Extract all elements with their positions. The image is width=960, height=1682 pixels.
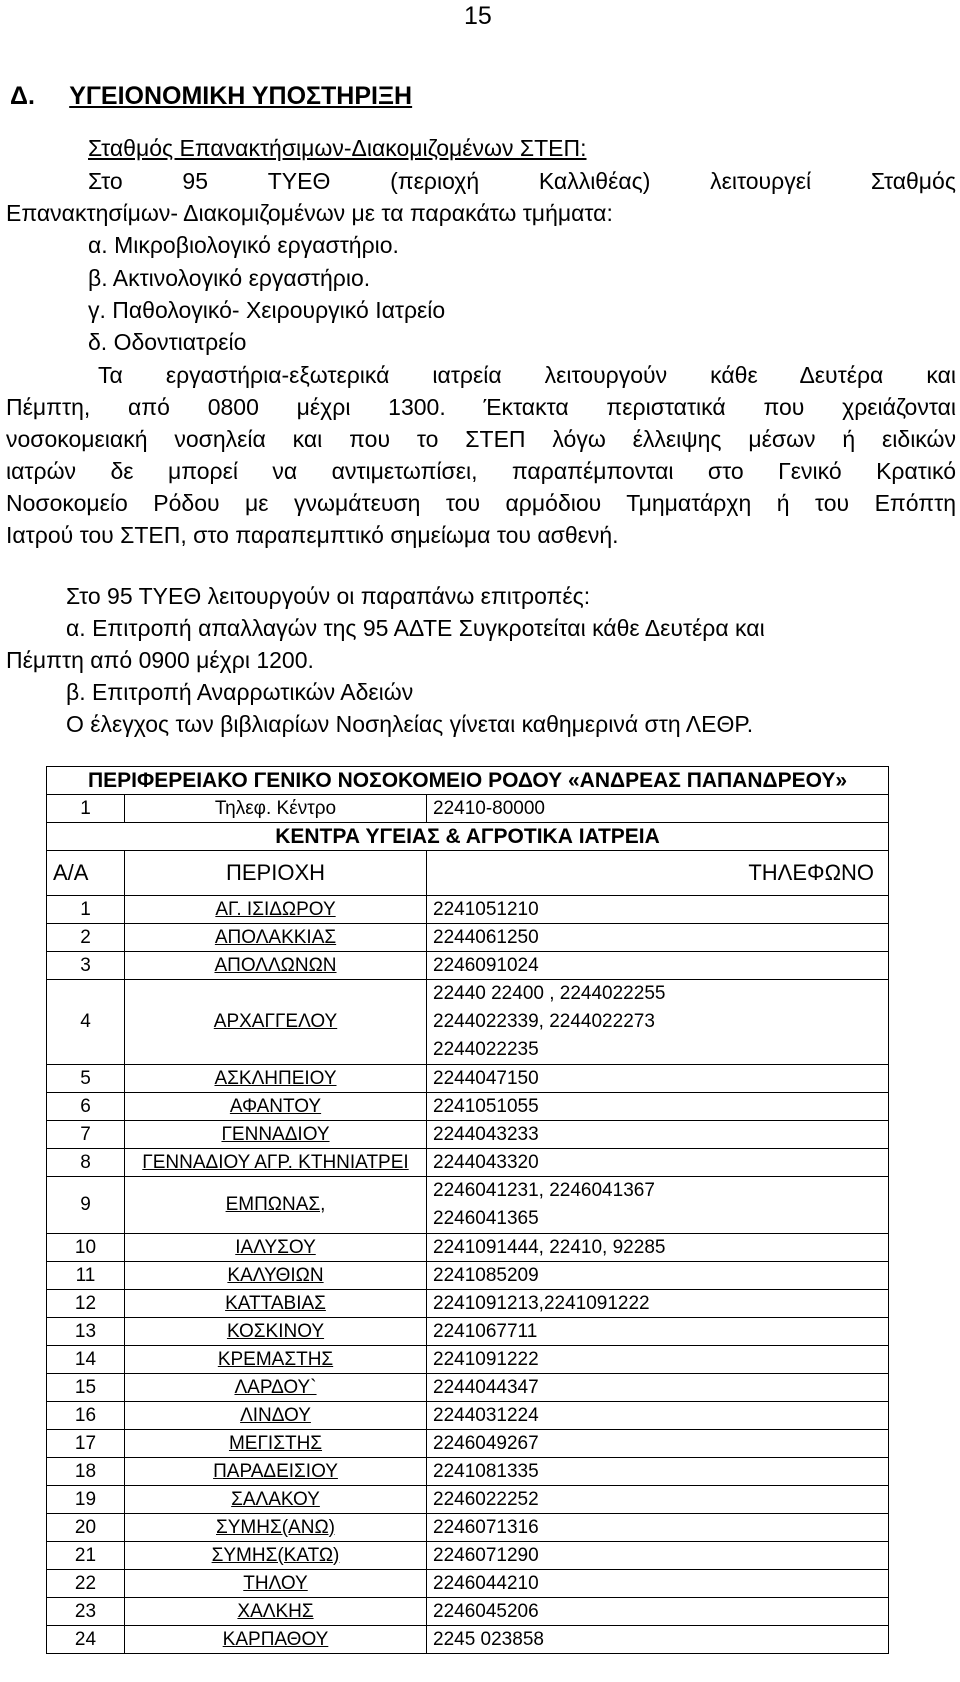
row-aa: 8 xyxy=(47,1149,125,1177)
row-area: ΚΟΣΚΙΝΟΥ xyxy=(125,1318,427,1346)
row-aa: 22 xyxy=(47,1570,125,1598)
row-area: ΛΑΡΔΟΥ` xyxy=(125,1374,427,1402)
row-area: ΧΑΛΚΗΣ xyxy=(125,1598,427,1626)
row-area: ΚΑΤΤΑΒΙΑΣ xyxy=(125,1290,427,1318)
table-row xyxy=(47,1262,889,1290)
hospital-title: ΠΕΡΙΦΕΡΕΙΑΚΟ ΓΕΝΙΚΟ ΝΟΣΟΚΟΜΕΙΟ ΡΟΔΟΥ «ΑΝΔΡΕΑΣ ΠΑΠΑΝΔΡΕΟΥ» xyxy=(47,767,889,795)
row-area: ΑΠΟΛΛΩΝΩΝ xyxy=(125,952,427,980)
committee-a-line2: Πέμπτη από 0900 μέχρι 1200. xyxy=(6,647,314,673)
header-aa: Α/Α xyxy=(47,851,125,896)
row-area: ΓΕΝΝΑΔΙΟΥ ΑΓΡ. ΚΤΗΝΙΑΤΡΕΙ xyxy=(125,1149,427,1177)
department-item: α. Μικροβιολογικό εργαστήριο. xyxy=(88,232,399,258)
table-row xyxy=(47,1093,889,1121)
table-row xyxy=(47,1402,889,1430)
table-row xyxy=(47,1177,889,1234)
phone-line: 2246041231, 2246041367 xyxy=(433,1180,655,1201)
row-phone: 2241081335 xyxy=(427,1458,889,1486)
table-row xyxy=(47,1290,889,1318)
section-letter: Δ. xyxy=(10,82,35,110)
row-area: ΑΡΧΑΓΓΕΛΟΥ xyxy=(125,980,427,1065)
table-row xyxy=(47,1626,889,1654)
table-row xyxy=(47,1598,889,1626)
row-area: ΤΗΛΟΥ xyxy=(125,1570,427,1598)
row-phone: 2244043233 xyxy=(427,1121,889,1149)
row-aa: 16 xyxy=(47,1402,125,1430)
row-aa: 11 xyxy=(47,1262,125,1290)
row-area: ΚΡΕΜΑΣΤΗΣ xyxy=(125,1346,427,1374)
intro-word: 95 xyxy=(182,168,208,194)
paragraph-line: Νοσοκομείο Ρόδου με γνωμάτευση του αρμόδιου Τμηματάρχη ή του Επόπτη xyxy=(6,490,956,516)
header-area: ΠΕΡΙΟΧΗ xyxy=(125,851,427,896)
intro-word: Σταθμός xyxy=(870,168,956,194)
row-aa: 1 xyxy=(47,795,125,823)
row-area: ΙΑΛΥΣΟΥ xyxy=(125,1234,427,1262)
row-aa: 19 xyxy=(47,1486,125,1514)
row-phone: 2246044210 xyxy=(427,1570,889,1598)
row-phone: 2246071316 xyxy=(427,1514,889,1542)
committee-b-line1: β. Επιτροπή Αναρρωτικών Αδειών xyxy=(66,679,414,705)
paragraph-line: ιατρών δε μπορεί να αντιμετωπίσει, παραπέμπονται στο Γενικό Κρατικό xyxy=(6,458,956,484)
row-aa: 23 xyxy=(47,1598,125,1626)
table-row xyxy=(47,1374,889,1402)
row-aa: 15 xyxy=(47,1374,125,1402)
row-phone: 2246049267 xyxy=(427,1430,889,1458)
row-phone: 2244047150 xyxy=(427,1065,889,1093)
row-phone: 2246091024 xyxy=(427,952,889,980)
table-body xyxy=(47,896,889,1654)
row-aa: 17 xyxy=(47,1430,125,1458)
health-centers-title-row xyxy=(47,823,889,851)
phone-line: 2244022235 xyxy=(433,1039,539,1060)
table-row xyxy=(47,1318,889,1346)
row-area: ΑΣΚΛΗΠΕΙΟΥ xyxy=(125,1065,427,1093)
page-number: 15 xyxy=(464,2,492,30)
row-aa: 7 xyxy=(47,1121,125,1149)
row-phone: 2246071290 xyxy=(427,1542,889,1570)
health-centers-title: ΚΕΝΤΡΑ ΥΓΕΙΑΣ & ΑΓΡΟΤΙΚΑ ΙΑΤΡΕΙΑ xyxy=(47,823,889,851)
row-aa: 1 xyxy=(47,896,125,924)
row-phone: 2241091444, 22410, 92285 xyxy=(427,1234,889,1262)
table-row xyxy=(47,952,889,980)
row-area: ΑΓ. ΙΣΙΔΩΡΟΥ xyxy=(125,896,427,924)
row-phone: 2245 023858 xyxy=(427,1626,889,1654)
row-phone: 2244031224 xyxy=(427,1402,889,1430)
row-phone xyxy=(427,980,889,1065)
table-row xyxy=(47,1121,889,1149)
row-area: ΚΑΡΠΑΘΟΥ xyxy=(125,1626,427,1654)
row-phone: 2241085209 xyxy=(427,1262,889,1290)
department-item: β. Ακτινολογικό εργαστήριο. xyxy=(88,265,371,291)
row-phone: 2246022252 xyxy=(427,1486,889,1514)
intro-word: Καλλιθέας) xyxy=(538,168,651,194)
row-aa: 21 xyxy=(47,1542,125,1570)
row-area: Τηλεφ. Κέντρο xyxy=(125,795,427,823)
table-row xyxy=(47,1346,889,1374)
row-area: ΜΕΓΙΣΤΗΣ xyxy=(125,1430,427,1458)
table-row xyxy=(47,1514,889,1542)
row-area: ΛΙΝΔΟΥ xyxy=(125,1402,427,1430)
row-aa: 5 xyxy=(47,1065,125,1093)
committees-intro: Στο 95 ΤΥΕΘ λειτουργούν οι παραπάνω επιτροπές: xyxy=(66,583,591,609)
row-aa: 24 xyxy=(47,1626,125,1654)
hospital-title-row xyxy=(47,767,889,795)
table-row xyxy=(47,1234,889,1262)
committee-b-line2: Ο έλεγχος των βιβλιαρίων Νοσηλείας γίνεται καθημερινά στη ΛΕΘΡ. xyxy=(66,711,754,737)
station-intro-line2: Επανακτησίμων- Διακομιζομένων με τα παρακάτω τμήματα: xyxy=(6,200,613,226)
row-phone: 2244061250 xyxy=(427,924,889,952)
row-phone: 2244044347 xyxy=(427,1374,889,1402)
table-header-row xyxy=(47,851,889,896)
row-area: ΣΥΜΗΣ(ΚΑΤΩ) xyxy=(125,1542,427,1570)
row-area: ΓΕΝΝΑΔΙΟΥ xyxy=(125,1121,427,1149)
row-phone: 2241051055 xyxy=(427,1093,889,1121)
table-row xyxy=(47,1430,889,1458)
row-aa: 12 xyxy=(47,1290,125,1318)
header-phone: ΤΗΛΕΦΩΝΟ xyxy=(427,851,889,896)
intro-word: (περιοχή xyxy=(390,168,480,194)
row-phone: 22410-80000 xyxy=(427,795,889,823)
row-phone xyxy=(427,1177,889,1234)
row-area: ΚΑΛΥΘΙΩΝ xyxy=(125,1262,427,1290)
row-area: ΑΦΑΝΤΟΥ xyxy=(125,1093,427,1121)
row-phone: 2241091213,2241091222 xyxy=(427,1290,889,1318)
paragraph-line: νοσοκομειακή νοσηλεία και που το ΣΤΕΠ λόγω έλλειψης μέσων ή ειδικών xyxy=(6,426,956,452)
paragraph-line: Πέμπτη, από 0800 μέχρι 1300. Έκτακτα περιστατικά που χρειάζονται xyxy=(6,394,956,420)
table-row xyxy=(47,1149,889,1177)
row-phone: 2246045206 xyxy=(427,1598,889,1626)
row-phone: 2241091222 xyxy=(427,1346,889,1374)
row-area: ΣΑΛΑΚΟΥ xyxy=(125,1486,427,1514)
department-item: γ. Παθολογικό- Χειρουργικό Ιατρείο xyxy=(88,297,446,323)
department-item: δ. Οδοντιατρείο xyxy=(88,329,247,355)
table-row xyxy=(47,980,889,1065)
section-heading xyxy=(10,82,412,111)
station-intro-line1 xyxy=(88,165,956,198)
intro-word: ΤΥΕΘ xyxy=(267,168,331,194)
row-phone: 2241067711 xyxy=(427,1318,889,1346)
intro-word: λειτουργεί xyxy=(710,168,812,194)
row-aa: 2 xyxy=(47,924,125,952)
phone-line: 2246041365 xyxy=(433,1208,539,1229)
row-phone: 2241051210 xyxy=(427,896,889,924)
intro-word: Στο xyxy=(88,168,123,194)
station-heading: Σταθμός Επανακτήσιμων-Διακομιζομένων ΣΤΕΠ: xyxy=(88,135,587,161)
row-aa: 18 xyxy=(47,1458,125,1486)
table-row xyxy=(47,1542,889,1570)
phone-directory-table xyxy=(46,766,889,1654)
row-aa: 6 xyxy=(47,1093,125,1121)
row-area: ΠΑΡΑΔΕΙΣΙΟΥ xyxy=(125,1458,427,1486)
committee-a-line1: α. Επιτροπή απαλλαγών της 95 ΑΔΤΕ Συγκροτείται κάθε Δευτέρα και xyxy=(66,615,765,641)
row-phone: 2244043320 xyxy=(427,1149,889,1177)
paragraph-line: Τα εργαστήρια-εξωτερικά ιατρεία λειτουργούν κάθε Δευτέρα και xyxy=(98,362,956,388)
phone-line: 22440 22400 , 2244022255 xyxy=(433,983,666,1004)
table-row xyxy=(47,1486,889,1514)
row-aa: 9 xyxy=(47,1177,125,1234)
table-row xyxy=(47,1065,889,1093)
section-title: ΥΓΕΙΟΝΟΜΙΚΗ ΥΠΟΣΤΗΡΙΞΗ xyxy=(69,82,413,110)
row-area: ΕΜΠΩΝΑΣ, xyxy=(125,1177,427,1234)
row-aa: 3 xyxy=(47,952,125,980)
paragraph-last-line: Ιατρού του ΣΤΕΠ, στο παραπεμπτικό σημείωμα του ασθενή. xyxy=(6,522,619,548)
table-row xyxy=(47,924,889,952)
row-aa: 10 xyxy=(47,1234,125,1262)
row-aa: 20 xyxy=(47,1514,125,1542)
table-row xyxy=(47,1458,889,1486)
row-aa: 14 xyxy=(47,1346,125,1374)
row-area: ΑΠΟΛΑΚΚΙΑΣ xyxy=(125,924,427,952)
phone-line: 2244022339, 2244022273 xyxy=(433,1011,655,1032)
row-aa: 13 xyxy=(47,1318,125,1346)
row-area: ΣΥΜΗΣ(ΑΝΩ) xyxy=(125,1514,427,1542)
row-aa: 4 xyxy=(47,980,125,1065)
table-row xyxy=(47,1570,889,1598)
table-row xyxy=(47,896,889,924)
hospital-row xyxy=(47,795,889,823)
